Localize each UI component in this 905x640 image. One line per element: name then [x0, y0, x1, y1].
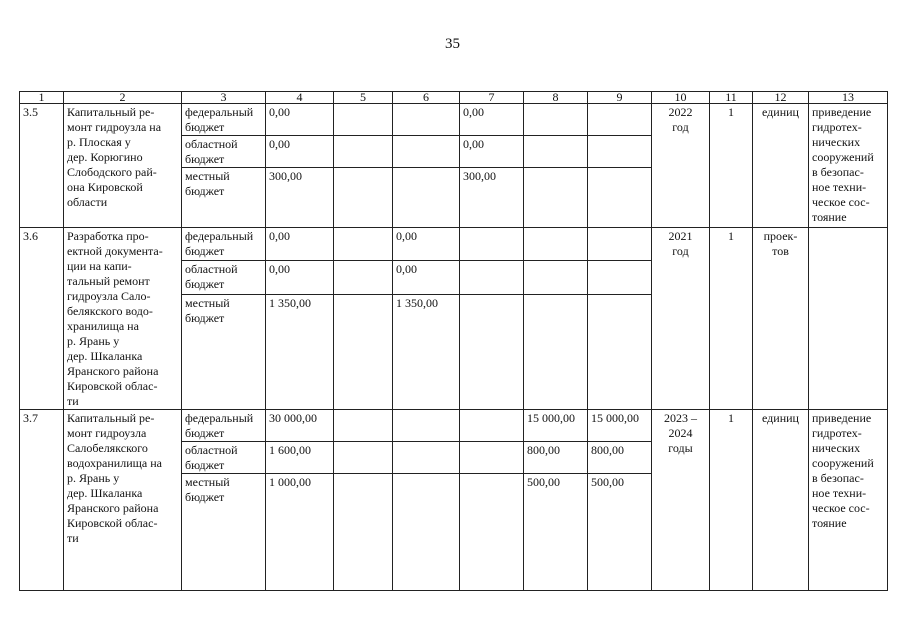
period-line: год — [672, 120, 689, 134]
period-line: 2023 – — [664, 411, 697, 425]
measure-name-line: области — [67, 195, 108, 209]
budget-type-line: бюджет — [185, 426, 225, 440]
budget-type-line: местный — [185, 169, 230, 183]
result-line: гидротех- — [812, 426, 862, 440]
period-line: годы — [668, 441, 693, 455]
measure-name — [64, 410, 182, 591]
amount-c9 — [588, 168, 652, 228]
budget-type-line: бюджет — [185, 152, 225, 166]
amount-c4: 0,00 — [266, 136, 334, 168]
amount-c7 — [460, 442, 524, 474]
budget-type-line: местный — [185, 295, 230, 310]
amount-c8 — [524, 294, 588, 409]
measure-name-line: р. Плоская у — [67, 135, 131, 149]
amount-c6: 1 350,00 — [393, 294, 460, 409]
amount-c7: 0,00 — [460, 104, 524, 136]
amount-c7 — [460, 410, 524, 442]
header-cell: 3 — [182, 92, 266, 104]
period-line: год — [672, 244, 689, 258]
row-number: 3.5 — [20, 104, 64, 228]
measure-name-line: тальный ремонт — [67, 274, 150, 288]
unit-line: единиц — [762, 105, 799, 119]
measure-name-line: р. Ярань у — [67, 334, 120, 348]
budget-type — [182, 228, 266, 261]
measure-name-line: водохранилища на — [67, 456, 162, 470]
amount-c4: 30 000,00 — [266, 410, 334, 442]
measure-name-line: она Кировской — [67, 180, 143, 194]
amount-c8 — [524, 228, 588, 261]
unit-line: проек- — [763, 229, 798, 243]
period — [652, 104, 710, 228]
measure-name-line: ции на капи- — [67, 259, 132, 273]
row-number: 3.7 — [20, 410, 64, 591]
measure-name-line: Яранского района — [67, 501, 159, 515]
measure-name-line: белякского водо- — [67, 304, 153, 318]
program-table — [19, 91, 888, 591]
header-cell: 1 — [20, 92, 64, 104]
measure-name-line: Капитальный ре- — [67, 105, 155, 119]
amount-c4: 1 350,00 — [266, 294, 334, 409]
amount-c5 — [334, 294, 393, 409]
header-cell: 12 — [753, 92, 809, 104]
amount-c6: 0,00 — [393, 261, 460, 294]
amount-c8: 500,00 — [524, 474, 588, 591]
amount-c5 — [334, 410, 393, 442]
period-line: 2021 — [668, 229, 693, 243]
unit — [753, 410, 809, 591]
amount-c5 — [334, 136, 393, 168]
measure-name-line: Яранского района — [67, 364, 159, 378]
result-line: в безопас- — [812, 471, 864, 485]
page-number: 35 — [445, 36, 460, 52]
budget-type-line: бюджет — [185, 458, 225, 472]
amount-c6 — [393, 136, 460, 168]
measure-name-line: р. Ярань у — [67, 471, 120, 485]
result-line: приведение — [812, 411, 872, 425]
measure-name-line: хранилища на — [67, 319, 139, 333]
budget-type-line: бюджет — [185, 120, 225, 134]
budget-type-line: федеральный — [185, 229, 254, 243]
budget-type-line: федеральный — [185, 411, 254, 425]
amount-c4: 1 600,00 — [266, 442, 334, 474]
amount-c4: 0,00 — [266, 104, 334, 136]
unit — [753, 104, 809, 228]
amount-c4: 0,00 — [266, 228, 334, 261]
budget-type — [182, 474, 266, 591]
amount-c7: 300,00 — [460, 168, 524, 228]
measure-name-line: Слободского рай- — [67, 165, 157, 179]
result-line: ное техни- — [812, 486, 867, 500]
measure-name-line: дер. Корюгино — [67, 150, 143, 164]
result-line: сооружений — [812, 150, 874, 164]
budget-type-line: областной — [185, 443, 238, 457]
budget-type — [182, 442, 266, 474]
budget-type — [182, 136, 266, 168]
amount-c4: 300,00 — [266, 168, 334, 228]
result-line: сооружений — [812, 456, 874, 470]
header-cell: 5 — [334, 92, 393, 104]
amount-c5 — [334, 442, 393, 474]
period-line: 2022 — [668, 105, 693, 119]
budget-type-line: бюджет — [185, 277, 225, 292]
budget-type — [182, 294, 266, 409]
measure-name-line: гидроузла Сало- — [67, 289, 151, 303]
header-cell: 4 — [266, 92, 334, 104]
measure-name-line: монт гидроузла на — [67, 120, 162, 134]
measure-name — [64, 228, 182, 410]
result-line: ческое сос- — [812, 501, 870, 515]
header-cell: 10 — [652, 92, 710, 104]
result-line: нических — [812, 135, 861, 149]
period — [652, 228, 710, 410]
amount-c8: 800,00 — [524, 442, 588, 474]
amount-c5 — [334, 261, 393, 294]
budget-type — [182, 104, 266, 136]
unit — [753, 228, 809, 410]
budget-type-line: бюджет — [185, 244, 225, 258]
quantity: 1 — [710, 104, 753, 228]
measure-name-line: Разработка про- — [67, 229, 149, 243]
result — [809, 104, 888, 228]
measure-name-line: Капитальный ре- — [67, 411, 155, 425]
amount-c4: 1 000,00 — [266, 474, 334, 591]
amount-c9 — [588, 136, 652, 168]
amount-c9: 15 000,00 — [588, 410, 652, 442]
amount-c8: 15 000,00 — [524, 410, 588, 442]
table-row — [20, 410, 888, 442]
amount-c7 — [460, 261, 524, 294]
amount-c7 — [460, 294, 524, 409]
unit-line: единиц — [762, 411, 799, 425]
amount-c6: 0,00 — [393, 228, 460, 261]
measure-name-line: дер. Шкаланка — [67, 349, 143, 363]
header-row — [20, 92, 888, 104]
measure-name-line: ти — [67, 394, 79, 408]
amount-c9 — [588, 104, 652, 136]
header-cell: 9 — [588, 92, 652, 104]
budget-type-line: федеральный — [185, 105, 254, 119]
header-cell: 2 — [64, 92, 182, 104]
amount-c9: 500,00 — [588, 474, 652, 591]
budget-type-line: бюджет — [185, 490, 225, 504]
result — [809, 228, 888, 410]
amount-c6 — [393, 442, 460, 474]
amount-c5 — [334, 228, 393, 261]
amount-c8 — [524, 261, 588, 294]
header-cell: 6 — [393, 92, 460, 104]
result-line: нических — [812, 441, 861, 455]
budget-type-line: бюджет — [185, 310, 225, 325]
amount-c8 — [524, 168, 588, 228]
header-cell: 7 — [460, 92, 524, 104]
result-line: в безопас- — [812, 165, 864, 179]
header-cell: 13 — [809, 92, 888, 104]
measure-name-line: Салобелякского — [67, 441, 148, 455]
header-cell: 11 — [710, 92, 753, 104]
amount-c9 — [588, 294, 652, 409]
quantity: 1 — [710, 228, 753, 410]
amount-c9: 800,00 — [588, 442, 652, 474]
amount-c9 — [588, 228, 652, 261]
measure-name-line: ти — [67, 531, 79, 545]
result — [809, 410, 888, 591]
header-cell: 8 — [524, 92, 588, 104]
measure-name-line: дер. Шкаланка — [67, 486, 143, 500]
budget-type — [182, 261, 266, 294]
amount-c7: 0,00 — [460, 136, 524, 168]
table-row — [20, 228, 888, 261]
amount-c8 — [524, 136, 588, 168]
amount-c4: 0,00 — [266, 261, 334, 294]
result-line: приведение — [812, 105, 872, 119]
row-number: 3.6 — [20, 228, 64, 410]
quantity: 1 — [710, 410, 753, 591]
result-line: тояние — [812, 210, 847, 224]
budget-type — [182, 168, 266, 228]
measure-name-line: Кировской облас- — [67, 516, 158, 530]
result-line: ческое сос- — [812, 195, 870, 209]
measure-name — [64, 104, 182, 228]
period-line: 2024 — [668, 426, 693, 440]
amount-c5 — [334, 474, 393, 591]
amount-c5 — [334, 104, 393, 136]
amount-c6 — [393, 168, 460, 228]
result-line: тояние — [812, 516, 847, 530]
measure-name-line: монт гидроузла — [67, 426, 147, 440]
amount-c5 — [334, 168, 393, 228]
budget-type — [182, 410, 266, 442]
budget-type-line: областной — [185, 137, 238, 151]
measure-name-line: Кировской облас- — [67, 379, 158, 393]
budget-type-line: бюджет — [185, 184, 225, 198]
period — [652, 410, 710, 591]
amount-c9 — [588, 261, 652, 294]
result-line: ное техни- — [812, 180, 867, 194]
amount-c6 — [393, 104, 460, 136]
amount-c8 — [524, 104, 588, 136]
table-row — [20, 104, 888, 136]
amount-c6 — [393, 474, 460, 591]
unit-line: тов — [772, 244, 789, 258]
result-line: гидротех- — [812, 120, 862, 134]
amount-c6 — [393, 410, 460, 442]
amount-c7 — [460, 228, 524, 261]
amount-c7 — [460, 474, 524, 591]
budget-type-line: местный — [185, 475, 230, 489]
measure-name-line: ектной документа- — [67, 244, 163, 258]
budget-type-line: областной — [185, 262, 238, 277]
